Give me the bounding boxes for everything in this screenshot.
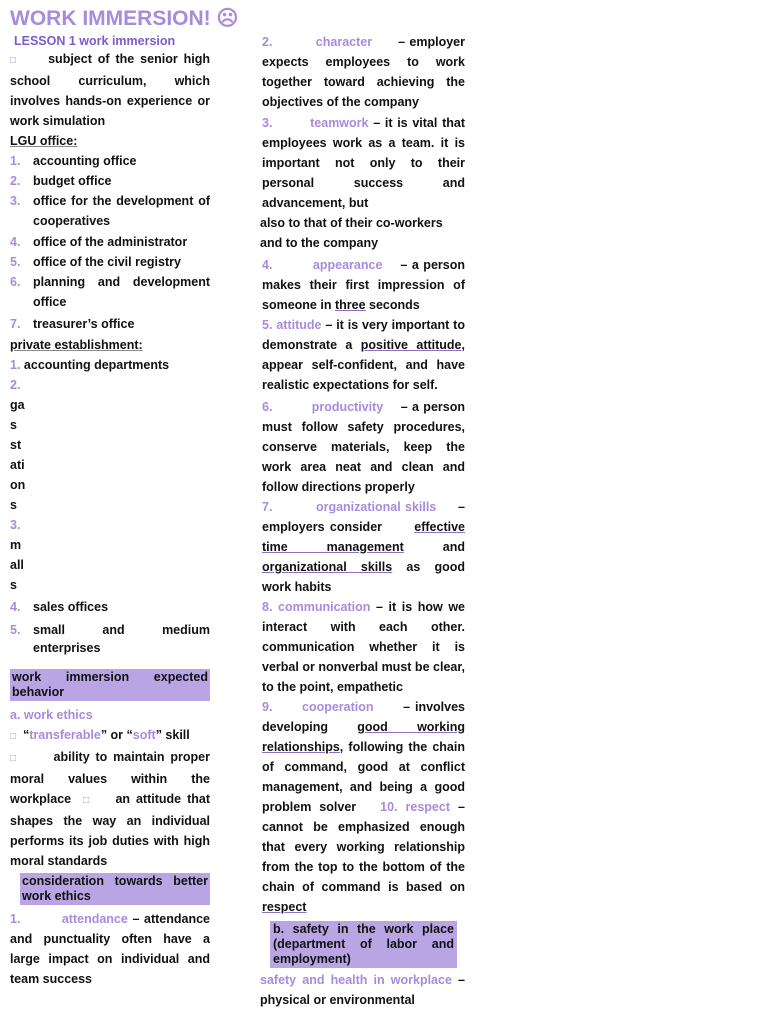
communication-paragraph: 8. communication – it is how we interact with each other. communication whether it is verbal or nonverbal must be clear, to the point, empathetic	[262, 600, 465, 694]
list-item: 1. accounting office	[10, 154, 137, 168]
cooperation-paragraph: 9. cooperation – involves developing good working relationships, following the chain of command, good at conflict management, and being a good problem solver 10. respect – cannot be emphasized enough that every working relationship from the top to the bottom of the chain of command is based on respect	[262, 700, 466, 914]
left-column	[10, 6, 239, 989]
gas-stations-fragments: ga s st ati on s	[10, 398, 26, 512]
private-item-4: 4. sales offices	[10, 600, 109, 614]
organizational-skills-paragraph: 7. organizational skills – employers consider effective time management and organizational skills as good work habits	[262, 500, 465, 594]
private-item-1: 1. accounting departments	[10, 358, 170, 372]
bullet-square-icon: □	[10, 753, 19, 764]
productivity-paragraph: 6. productivity – a person must follow safety procedures, conserve materials, keep the work area neat and clean and follow directions properly	[262, 400, 465, 494]
character-paragraph: 2. character – employer expects employees to work together toward achieving the objectives of the company	[262, 35, 465, 109]
bullet-square-icon: □	[10, 55, 19, 66]
intro-text: subject of the senior high school curriculum, which involves hands-on experience or work simulation	[10, 52, 210, 128]
lgu-office-label: LGU office:	[10, 134, 78, 148]
work-ethics-label: a. work ethics	[10, 708, 93, 722]
lgu-office-list	[10, 151, 210, 334]
page-title: WORK IMMERSION! ☹	[10, 7, 239, 30]
teamwork-paragraph: 3. teamwork – it is vital that employees work as a team. it is important not only to their personal success and advancement, but	[262, 116, 465, 210]
skill-line: □ “transferable” or “soft” skill	[10, 728, 190, 742]
ability-paragraph: □ ability to maintain proper moral values within the workplace □ an attitude that shapes the way an individual performs its job duties with high moral standards	[10, 750, 210, 868]
list-item: 6. planning and development office	[10, 275, 210, 309]
attitude-paragraph: 5. attitude – it is very important to demonstrate a positive attitude, appear self-confident, and have realistic expectations for self.	[262, 318, 465, 392]
expected-behavior-box: work immersion expected behavior	[12, 670, 208, 699]
consideration-box: consideration towards better work ethics	[22, 874, 208, 903]
safety-paragraph: safety and health in workplace – physical or environmental	[260, 973, 465, 1007]
lesson-heading: LESSON 1 work immersion	[14, 34, 176, 48]
private-item-2-number: 2.	[10, 378, 21, 392]
right-column	[262, 32, 465, 1010]
teamwork-continued: also to that of their co-workers and to the company	[260, 216, 443, 250]
appearance-paragraph: 4. appearance – a person makes their first impression of someone in three seconds	[262, 258, 465, 312]
private-item-3-number: 3.	[10, 518, 21, 532]
list-item: 3. office for the development of cooperatives	[10, 194, 210, 228]
bullet-square-icon: □	[10, 731, 17, 742]
list-item: 5. office of the civil registry	[10, 255, 181, 269]
list-item: 2. budget office	[10, 174, 112, 188]
malls-fragments: m all s	[10, 538, 24, 592]
list-item: 4. office of the administrator	[10, 235, 188, 249]
intro-paragraph	[10, 49, 210, 131]
list-item: 7. treasurer’s office	[10, 317, 135, 331]
private-item-5: 5. small and medium enterprises	[10, 623, 210, 655]
private-establishment-label: private establishment:	[10, 338, 143, 352]
bullet-square-icon: □	[83, 795, 92, 806]
safety-box: b. safety in the work place (department of labor and employment)	[270, 921, 457, 968]
attendance-paragraph: 1. attendance – attendance and punctuality often have a large impact on individual and team success	[10, 912, 210, 986]
